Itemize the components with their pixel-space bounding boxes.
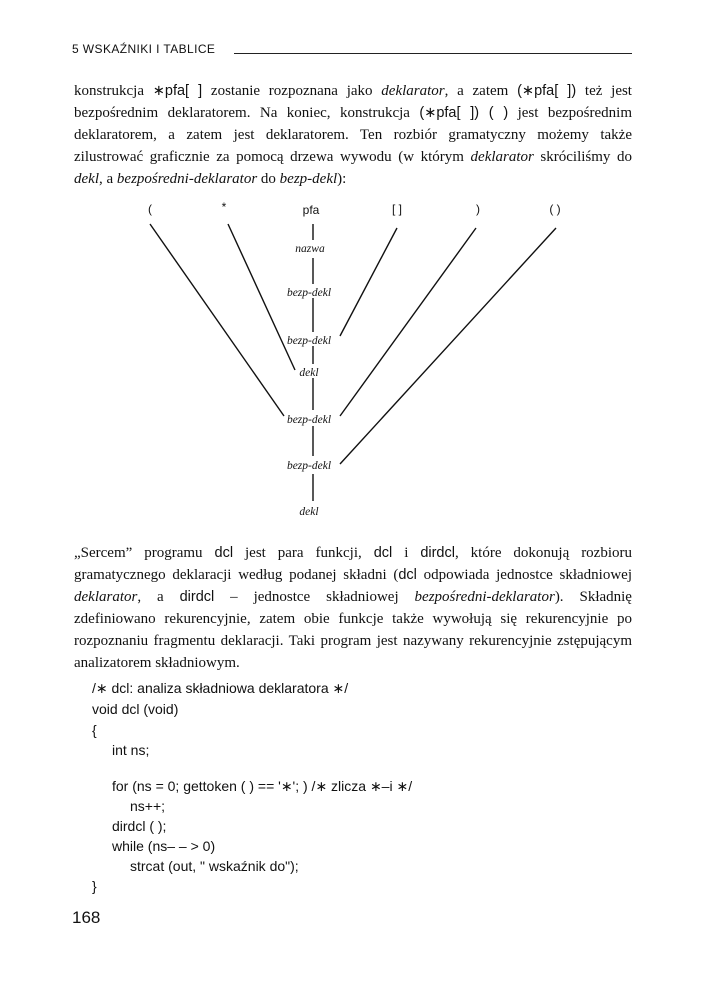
term: dekl	[74, 171, 99, 187]
node-dekl-root: dekl	[299, 506, 319, 518]
parse-tree-diagram	[0, 196, 704, 526]
code-token: dcl	[214, 545, 234, 561]
node-bezp-dekl: bezp-dekl	[286, 287, 332, 299]
code-token: ∗pfa[ ]	[152, 83, 203, 99]
token-open-paren: (	[148, 202, 152, 216]
term: bezpośredni-deklarator	[414, 589, 555, 605]
edge-star	[228, 224, 295, 370]
node-bezp-dekl: bezp-dekl	[286, 335, 332, 347]
term: deklarator	[470, 149, 534, 165]
body-paragraph-1: konstrukcja ∗pfa[ ] zostanie rozpoznana jako deklarator, a zatem (∗pfa[ ]) też jest bezpośrednim deklaratorem. Na koniec, konstrukcja (∗pfa[ ]) ( ) jest bezpośrednim deklaratorem, a zatem jest deklaratorem. Ten rozbiór gramatyczny możemy także zilustrować graficznie za pomocą drzewa wywodu (w którym deklarator skróciliśmy do dekl, a bezpośredni-deklarator do bezp-dekl):	[74, 83, 632, 187]
token-brackets: [ ]	[391, 202, 403, 216]
header-rule	[234, 53, 632, 54]
body-paragraph-2: „Sercem” programu dcl jest para funkcji, dcl i dirdcl, które dokonują rozbioru gramatycznego deklaracji według podanej składni (dcl odpowiada jednostce składniowej deklarator, a dirdcl – jednostce składniowej bezpośredni-deklarator). Składnię zdefiniowano rekurencyjnie, zatem obie funkcje także wywołują się rekurencyjnie po rozpoznaniu fragmentu deklaracji. Taki program jest nazywany rekurencyjnie zstępującym analizatorem składniowym.	[74, 545, 633, 671]
edge-call-parens	[340, 228, 556, 464]
code-line-strcat: strcat (out, " wskaźnik do");	[130, 858, 299, 874]
edge-brackets	[340, 228, 397, 336]
node-dekl: dekl	[299, 367, 319, 379]
token-close-paren: )	[476, 202, 480, 216]
code-token: dirdcl	[179, 589, 215, 605]
edge-close-paren	[340, 228, 476, 416]
code-line-while: while (ns– – > 0)	[112, 838, 216, 854]
term: deklarator	[381, 83, 445, 99]
token-call-parens: ( )	[549, 202, 561, 216]
running-title: 5 WSKAŹNIKI I TABLICE	[72, 42, 216, 56]
code-token: (∗pfa[ ])	[517, 83, 577, 99]
token-pfa: pfa	[302, 203, 320, 217]
edge-open-paren	[150, 224, 284, 416]
code-line-for: for (ns = 0; gettoken ( ) == '∗'; ) /∗ zlicza ∗–i ∗/	[112, 778, 413, 794]
code-token: dcl	[373, 545, 393, 561]
page-number: 168	[72, 908, 101, 927]
code-line-comment: /∗ dcl: analiza składniowa deklaratora ∗/	[92, 680, 349, 696]
term: bezp-dekl	[279, 171, 338, 187]
code-line-signature: void dcl (void)	[92, 701, 179, 717]
code-line-increment: ns++;	[130, 798, 166, 814]
code-token: dirdcl	[420, 545, 455, 561]
code-line-open-brace: {	[92, 722, 97, 738]
node-nazwa: nazwa	[295, 243, 325, 255]
code-token: (∗pfa[ ]) ( )	[419, 105, 509, 121]
code-token: dcl	[398, 567, 417, 583]
node-bezp-dekl: bezp-dekl	[286, 414, 332, 426]
code-line-close-brace: }	[92, 878, 97, 894]
term: deklarator	[74, 589, 138, 605]
term: bezpośredni-deklarator	[116, 171, 258, 187]
node-bezp-dekl: bezp-dekl	[286, 460, 332, 472]
token-star: *	[221, 200, 227, 214]
running-header	[72, 40, 632, 60]
code-line-decl: int ns;	[112, 742, 150, 758]
code-line-dirdcl-call: dirdcl ( );	[112, 818, 167, 834]
